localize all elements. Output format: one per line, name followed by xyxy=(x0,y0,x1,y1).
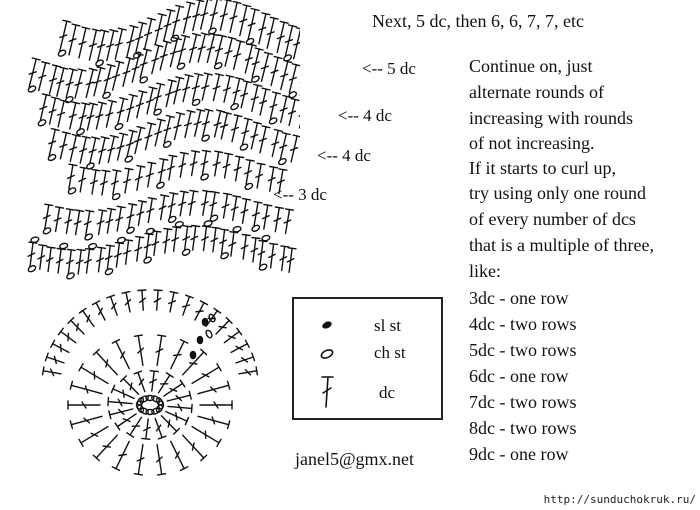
dc-stitch-symbol xyxy=(202,73,212,100)
dc-stitch-symbol xyxy=(230,2,241,33)
dc-stitch-symbol xyxy=(136,166,145,191)
dc-stitch-symbol xyxy=(46,353,65,363)
dc-stitch-symbol xyxy=(127,95,137,122)
instruction-line: 6dc - one row xyxy=(469,366,569,386)
dc-stitch-symbol xyxy=(57,67,68,96)
dc-stitch-symbol xyxy=(252,84,262,111)
dc-stitch-symbol xyxy=(198,416,230,428)
dc-stitch-symbol xyxy=(142,419,150,439)
chain-stitch-symbol xyxy=(151,395,160,403)
dc-stitch-symbol xyxy=(109,409,133,419)
dc-stitch-symbol xyxy=(164,380,185,396)
dc-stitch-symbol xyxy=(107,295,117,315)
dc-stitch-symbol xyxy=(259,13,270,44)
instruction-line: that is a multiple of three, xyxy=(469,235,654,255)
dc-stitch-symbol xyxy=(169,292,178,312)
dc-stitch-symbol xyxy=(280,246,289,271)
chain-stitch-symbol xyxy=(244,182,253,190)
dc-stitch-symbol xyxy=(277,21,288,52)
chain-stitch-symbol xyxy=(47,153,56,161)
dc-stitch-symbol xyxy=(154,290,162,310)
slip-stitch-symbol xyxy=(202,318,207,325)
author-email: janel5@gmx.net xyxy=(295,449,415,469)
instruction-line: try using only one round xyxy=(469,183,646,203)
instruction-line: of every number of dcs xyxy=(469,209,636,229)
dc-stitch-symbol xyxy=(46,247,55,272)
chain-stitch-symbol xyxy=(42,227,51,235)
dc-stitch-symbol xyxy=(289,64,300,93)
double-crochet-icon xyxy=(318,373,336,411)
chain-stitch-symbol xyxy=(213,62,222,70)
row-label-3dc: <-- 3 dc xyxy=(273,185,327,204)
dc-stitch-symbol xyxy=(251,122,261,149)
dc-stitch-symbol xyxy=(136,91,146,118)
dc-stitch-symbol xyxy=(241,81,251,108)
chain-stitch-label: ch st xyxy=(374,343,406,362)
dc-stitch-symbol xyxy=(58,100,68,127)
dc-stitch-symbol xyxy=(112,340,129,369)
dc-stitch-symbol xyxy=(216,318,232,334)
dc-stitch-symbol xyxy=(239,367,257,375)
dc-stitch-symbol xyxy=(194,109,204,136)
dc-stitch-symbol xyxy=(183,295,194,315)
chain-stitch-symbol xyxy=(86,162,95,170)
dc-stitch-symbol xyxy=(79,308,94,326)
dc-stitch-symbol xyxy=(155,119,165,146)
dc-stitch-symbol xyxy=(183,435,207,460)
dc-stitch-symbol xyxy=(60,132,70,159)
dc-stitch-symbol xyxy=(287,248,296,272)
dc-stitch-symbol xyxy=(87,103,97,130)
dc-stitch-symbol xyxy=(144,234,153,259)
dc-stitch-symbol xyxy=(93,301,106,320)
dc-stitch-symbol xyxy=(117,98,127,125)
instruction-line: increasing with rounds xyxy=(469,108,633,128)
dc-stitch-symbol xyxy=(79,167,88,192)
dc-stitch-symbol xyxy=(202,226,211,251)
dc-stitch-symbol xyxy=(229,232,238,257)
chain-stitch-symbol xyxy=(37,119,46,127)
slip-stitch-icon xyxy=(319,319,335,331)
chain-stitch-symbol xyxy=(30,236,39,243)
chain-stitch-symbol xyxy=(208,27,217,35)
dc-stitch-symbol xyxy=(213,151,222,176)
dc-stitch-symbol xyxy=(115,414,136,430)
dc-stitch-symbol xyxy=(248,9,259,40)
dc-stitch-symbol xyxy=(234,156,243,181)
chain-stitch-symbol xyxy=(59,243,68,250)
dc-stitch-symbol xyxy=(192,74,202,101)
chain-stitch-symbol xyxy=(27,265,36,273)
dc-stitch-symbol xyxy=(44,204,53,229)
chain-stitch-symbol xyxy=(201,134,210,142)
dc-stitch-symbol xyxy=(134,371,145,392)
dc-stitch-symbol xyxy=(171,441,188,470)
dc-stitch-symbol xyxy=(70,416,102,428)
dc-stitch-symbol xyxy=(116,206,125,231)
dc-stitch-symbol xyxy=(280,96,290,123)
dc-stitch-symbol xyxy=(220,0,231,30)
dc-stitch-symbol xyxy=(124,240,133,265)
dc-stitch-symbol xyxy=(191,226,200,251)
chain-stitch-symbol xyxy=(278,157,287,165)
chain-stitch-symbol xyxy=(268,117,277,125)
dc-stitch-symbol xyxy=(236,353,255,363)
dc-stitch-symbol xyxy=(252,48,263,77)
dc-stitch-symbol xyxy=(76,249,85,274)
dc-stitch-symbol xyxy=(159,373,174,393)
dc-stitch-symbol xyxy=(220,229,229,254)
dc-stitch-symbol xyxy=(201,0,212,29)
dc-stitch-symbol xyxy=(43,367,61,376)
dc-stitch-symbol xyxy=(127,204,136,229)
dc-stitch-symbol xyxy=(189,190,198,215)
dc-stitch-symbol xyxy=(56,249,65,274)
dc-stitch-symbol xyxy=(179,153,188,178)
chain-stitch-symbol xyxy=(175,221,184,228)
dc-stitch-symbol xyxy=(58,328,75,342)
dc-stitch-symbol xyxy=(80,136,90,163)
dc-stitch-symbol xyxy=(70,135,80,162)
instruction-line: 3dc - one row xyxy=(469,288,569,308)
dc-stitch-symbol xyxy=(60,20,71,51)
dc-stitch-symbol xyxy=(54,207,63,232)
chain-stitch-symbol xyxy=(95,59,104,67)
dc-stitch-symbol xyxy=(40,94,50,121)
dc-stitch-symbol xyxy=(203,109,213,136)
row-label-4dc-lower: <-- 4 dc xyxy=(317,146,371,165)
chain-stitch-symbol xyxy=(167,215,176,223)
dc-stitch-symbol xyxy=(202,191,211,216)
dc-stitch-symbol xyxy=(65,209,74,234)
dc-stitch-symbol xyxy=(115,243,124,268)
dc-stitch-symbol xyxy=(112,441,129,470)
dc-stitch-symbol xyxy=(232,196,241,221)
dc-stitch-symbol xyxy=(172,227,181,252)
instruction-line: 8dc - two rows xyxy=(469,418,577,438)
dc-stitch-symbol xyxy=(171,340,188,369)
dc-stitch-symbol xyxy=(256,163,265,188)
dc-stitch-symbol xyxy=(134,445,144,475)
dc-stitch-symbol xyxy=(173,5,184,36)
chain-stitch-symbol xyxy=(181,248,190,256)
chain-stitch-symbol xyxy=(126,226,135,234)
dc-stitch-symbol xyxy=(299,101,300,128)
dc-stitch-symbol xyxy=(70,381,102,393)
dc-stitch-symbol xyxy=(174,113,184,140)
dc-stitch-symbol xyxy=(135,237,144,262)
dc-stitch-symbol xyxy=(262,52,273,81)
dc-stitch-symbol xyxy=(211,227,220,252)
dc-stitch-symbol xyxy=(156,335,166,365)
dc-stitch-symbol xyxy=(224,328,241,342)
dc-stitch-symbol xyxy=(68,318,84,334)
slip-stitch-symbol xyxy=(197,336,202,343)
dc-stitch-symbol xyxy=(93,435,117,460)
dc-stitch-symbol xyxy=(68,164,77,189)
row-label-5dc: <-- 5 dc xyxy=(362,59,416,78)
dc-stitch-symbol xyxy=(106,100,116,127)
dc-stitch-symbol xyxy=(49,129,59,156)
dc-stitch-symbol xyxy=(152,45,163,74)
chain-stitch-symbol xyxy=(76,128,85,136)
dc-stitch-symbol xyxy=(108,398,132,406)
chain-stitch-symbol xyxy=(205,329,213,338)
dc-stitch-symbol xyxy=(127,417,142,437)
instruction-line: 7dc - two rows xyxy=(469,392,577,412)
instruction-line: 4dc - two rows xyxy=(469,314,577,334)
dc-stitch-symbol xyxy=(179,191,188,216)
dc-stitch-symbol xyxy=(240,5,251,36)
dc-stitch-symbol xyxy=(96,102,106,129)
dc-stitch-symbol xyxy=(232,115,242,142)
dc-stitch-symbol xyxy=(124,168,133,193)
dc-stitch-symbol xyxy=(270,92,280,119)
dc-stitch-symbol xyxy=(253,202,262,227)
dc-stitch-symbol xyxy=(93,349,117,374)
chain-stitch-icon xyxy=(319,347,335,361)
dc-stitch-symbol xyxy=(68,401,100,409)
chain-stitch-symbol xyxy=(245,37,254,45)
chain-stitch-symbol xyxy=(27,85,36,93)
dc-stitch-symbol xyxy=(190,151,199,176)
dc-stitch-symbol xyxy=(66,69,77,98)
instruction-line: alternate rounds of xyxy=(469,82,604,102)
dc-stitch-symbol xyxy=(112,170,121,195)
dc-stitch-symbol xyxy=(168,404,192,412)
chain-stitch-symbol xyxy=(114,122,123,130)
slip-stitch-symbol xyxy=(190,351,195,358)
dc-stitch-symbol xyxy=(67,249,76,274)
dc-stitch-symbol xyxy=(39,62,50,91)
dc-stitch-symbol xyxy=(159,159,168,184)
dc-stitch-symbol xyxy=(281,61,292,90)
dc-stitch-symbol xyxy=(169,193,178,218)
dc-stitch-symbol xyxy=(291,135,300,162)
dc-stitch-symbol xyxy=(210,192,219,217)
dc-stitch-symbol xyxy=(157,445,166,475)
dc-stitch-symbol xyxy=(164,116,174,143)
instruction-line: of not increasing. xyxy=(469,133,595,153)
dc-stitch-symbol xyxy=(185,110,195,137)
dc-stitch-symbol xyxy=(145,18,156,49)
dc-stitch-symbol xyxy=(245,160,254,185)
dc-stitch-symbol xyxy=(294,28,300,59)
dc-stitch-symbol xyxy=(198,381,230,393)
dc-stitch-symbol xyxy=(122,292,130,312)
dc-stitch-symbol xyxy=(155,418,166,439)
dc-stitch-symbol xyxy=(192,427,221,447)
chain-stitch-symbol xyxy=(200,173,209,181)
dc-stitch-symbol xyxy=(69,24,80,55)
chain-stitch-symbol xyxy=(104,268,113,276)
dc-stitch-symbol xyxy=(225,37,236,66)
dc-stitch-symbol xyxy=(91,169,100,194)
dc-stitch-symbol xyxy=(137,201,146,226)
dc-stitch-symbol xyxy=(145,123,155,150)
dc-stitch-symbol xyxy=(85,210,94,235)
dc-stitch-symbol xyxy=(280,133,290,160)
dc-stitch-symbol xyxy=(134,335,143,365)
instruction-line: If it starts to curl up, xyxy=(469,158,616,178)
dc-stitch-symbol xyxy=(251,238,260,263)
chain-stitch-symbol xyxy=(102,91,111,99)
dc-stitch-symbol xyxy=(108,136,118,163)
dc-stitch-symbol xyxy=(200,401,232,409)
dc-stitch-symbol xyxy=(101,170,110,195)
dc-stitch-symbol xyxy=(263,205,272,230)
dc-stitch-symbol xyxy=(98,30,109,61)
dc-stitch-symbol xyxy=(140,49,151,78)
dc-stitch-symbol xyxy=(241,199,250,224)
chain-stitch-symbol xyxy=(283,54,292,62)
stitch-legend xyxy=(292,297,443,420)
dc-stitch-symbol xyxy=(135,127,145,154)
chain-stitch-symbol xyxy=(88,243,97,250)
source-url: http://sunduchokruk.ru/ xyxy=(543,493,696,506)
dc-stitch-symbol xyxy=(222,193,231,218)
dc-stitch-symbol xyxy=(224,75,234,102)
dc-stitch-symbol xyxy=(210,0,221,29)
dc-stitch-symbol xyxy=(106,245,115,270)
row-label-4dc-upper: <-- 4 dc xyxy=(338,106,392,125)
dc-stitch-symbol xyxy=(97,247,106,271)
crochet-stitch-diagram xyxy=(0,0,300,510)
chain-stitch-symbol xyxy=(57,49,66,57)
chain-stitch-symbol xyxy=(251,224,260,232)
dc-stitch-symbol xyxy=(168,155,177,180)
dc-stitch-symbol xyxy=(195,301,208,320)
chain-stitch-symbol xyxy=(132,51,141,59)
dc-stitch-symbol xyxy=(147,198,156,223)
chain-stitch-symbol xyxy=(239,143,248,151)
dc-stitch-symbol xyxy=(274,207,283,232)
dc-stitch-symbol xyxy=(241,235,250,260)
dc-stitch-symbol xyxy=(271,57,282,86)
dc-stitch-symbol xyxy=(167,391,191,401)
instruction-line: 5dc - two rows xyxy=(469,340,577,360)
dc-stitch-symbol xyxy=(201,150,210,175)
dc-stitch-symbol xyxy=(289,99,299,126)
dc-stitch-symbol xyxy=(49,97,59,124)
chain-stitch-symbol xyxy=(156,181,165,189)
dc-stitch-symbol xyxy=(183,226,192,251)
dc-stitch-symbol xyxy=(79,27,90,58)
dc-stitch-symbol xyxy=(97,210,106,235)
dc-stitch-symbol xyxy=(29,58,40,87)
header-text: Next, 5 dc, then 6, 6, 7, 7, etc xyxy=(372,11,584,31)
dc-stitch-symbol xyxy=(163,229,172,253)
slip-stitch-label: sl st xyxy=(374,316,401,335)
dc-stitch-symbol xyxy=(242,118,252,145)
dc-stitch-symbol xyxy=(85,249,94,274)
dc-stitch-symbol xyxy=(260,126,270,153)
dc-stitch-symbol xyxy=(206,308,221,326)
dc-stitch-symbol xyxy=(258,241,267,266)
dc-stitch-symbol xyxy=(106,208,115,233)
dc-stitch-symbol xyxy=(198,33,209,62)
chain-stitch-symbol xyxy=(66,272,75,280)
dc-stitch-symbol xyxy=(231,340,249,352)
dc-stitch-symbol xyxy=(285,25,296,56)
dc-stitch-symbol xyxy=(269,243,278,268)
dc-stitch-symbol xyxy=(150,371,158,391)
dc-stitch-symbol xyxy=(38,245,47,269)
chain-stitch-symbol xyxy=(261,235,270,242)
dc-stitch-symbol xyxy=(154,83,164,110)
dc-stitch-symbol xyxy=(147,162,156,187)
chain-stitch-symbol xyxy=(176,62,185,70)
dc-stitch-symbol xyxy=(51,340,69,352)
dc-stitch-symbol xyxy=(79,364,108,384)
dc-stitch-symbol xyxy=(272,130,282,157)
instruction-line: 9dc - one row xyxy=(469,444,569,464)
dc-stitch-symbol xyxy=(216,35,227,64)
dc-stitch-symbol xyxy=(69,102,79,129)
dc-stitch-symbol xyxy=(159,195,168,220)
dc-stitch-symbol xyxy=(267,17,278,48)
dc-stitch-symbol xyxy=(260,88,270,115)
dc-stitch-symbol xyxy=(233,78,243,105)
dc-stitch-symbol xyxy=(28,242,37,267)
dc-stitch-symbol xyxy=(89,137,99,164)
dc-stitch-symbol xyxy=(221,112,231,139)
dc-stitch-symbol xyxy=(192,364,221,384)
chain-stitch-symbol xyxy=(124,155,133,163)
chain-stitch-symbol xyxy=(230,102,239,110)
dc-stitch-symbol xyxy=(74,210,83,235)
dc-stitch-symbol xyxy=(284,209,293,234)
dc-stitch-symbol xyxy=(213,74,223,101)
dc-stitch-symbol xyxy=(234,40,245,69)
dc-stitch-symbol xyxy=(160,41,171,70)
instruction-line: like: xyxy=(469,261,501,281)
dc-stitch-symbol xyxy=(223,153,232,178)
chain-stitch-symbol xyxy=(232,226,241,233)
instruction-line: Continue on, just xyxy=(469,56,593,76)
dc-stitch-symbol xyxy=(79,427,108,447)
chain-stitch-symbol xyxy=(143,256,152,264)
dc-stitch-symbol xyxy=(138,290,146,310)
dc-stitch-symbol xyxy=(94,67,105,96)
dc-stitch-symbol xyxy=(75,69,86,98)
double-crochet-label: dc xyxy=(379,383,396,402)
dc-stitch-symbol xyxy=(115,28,126,59)
